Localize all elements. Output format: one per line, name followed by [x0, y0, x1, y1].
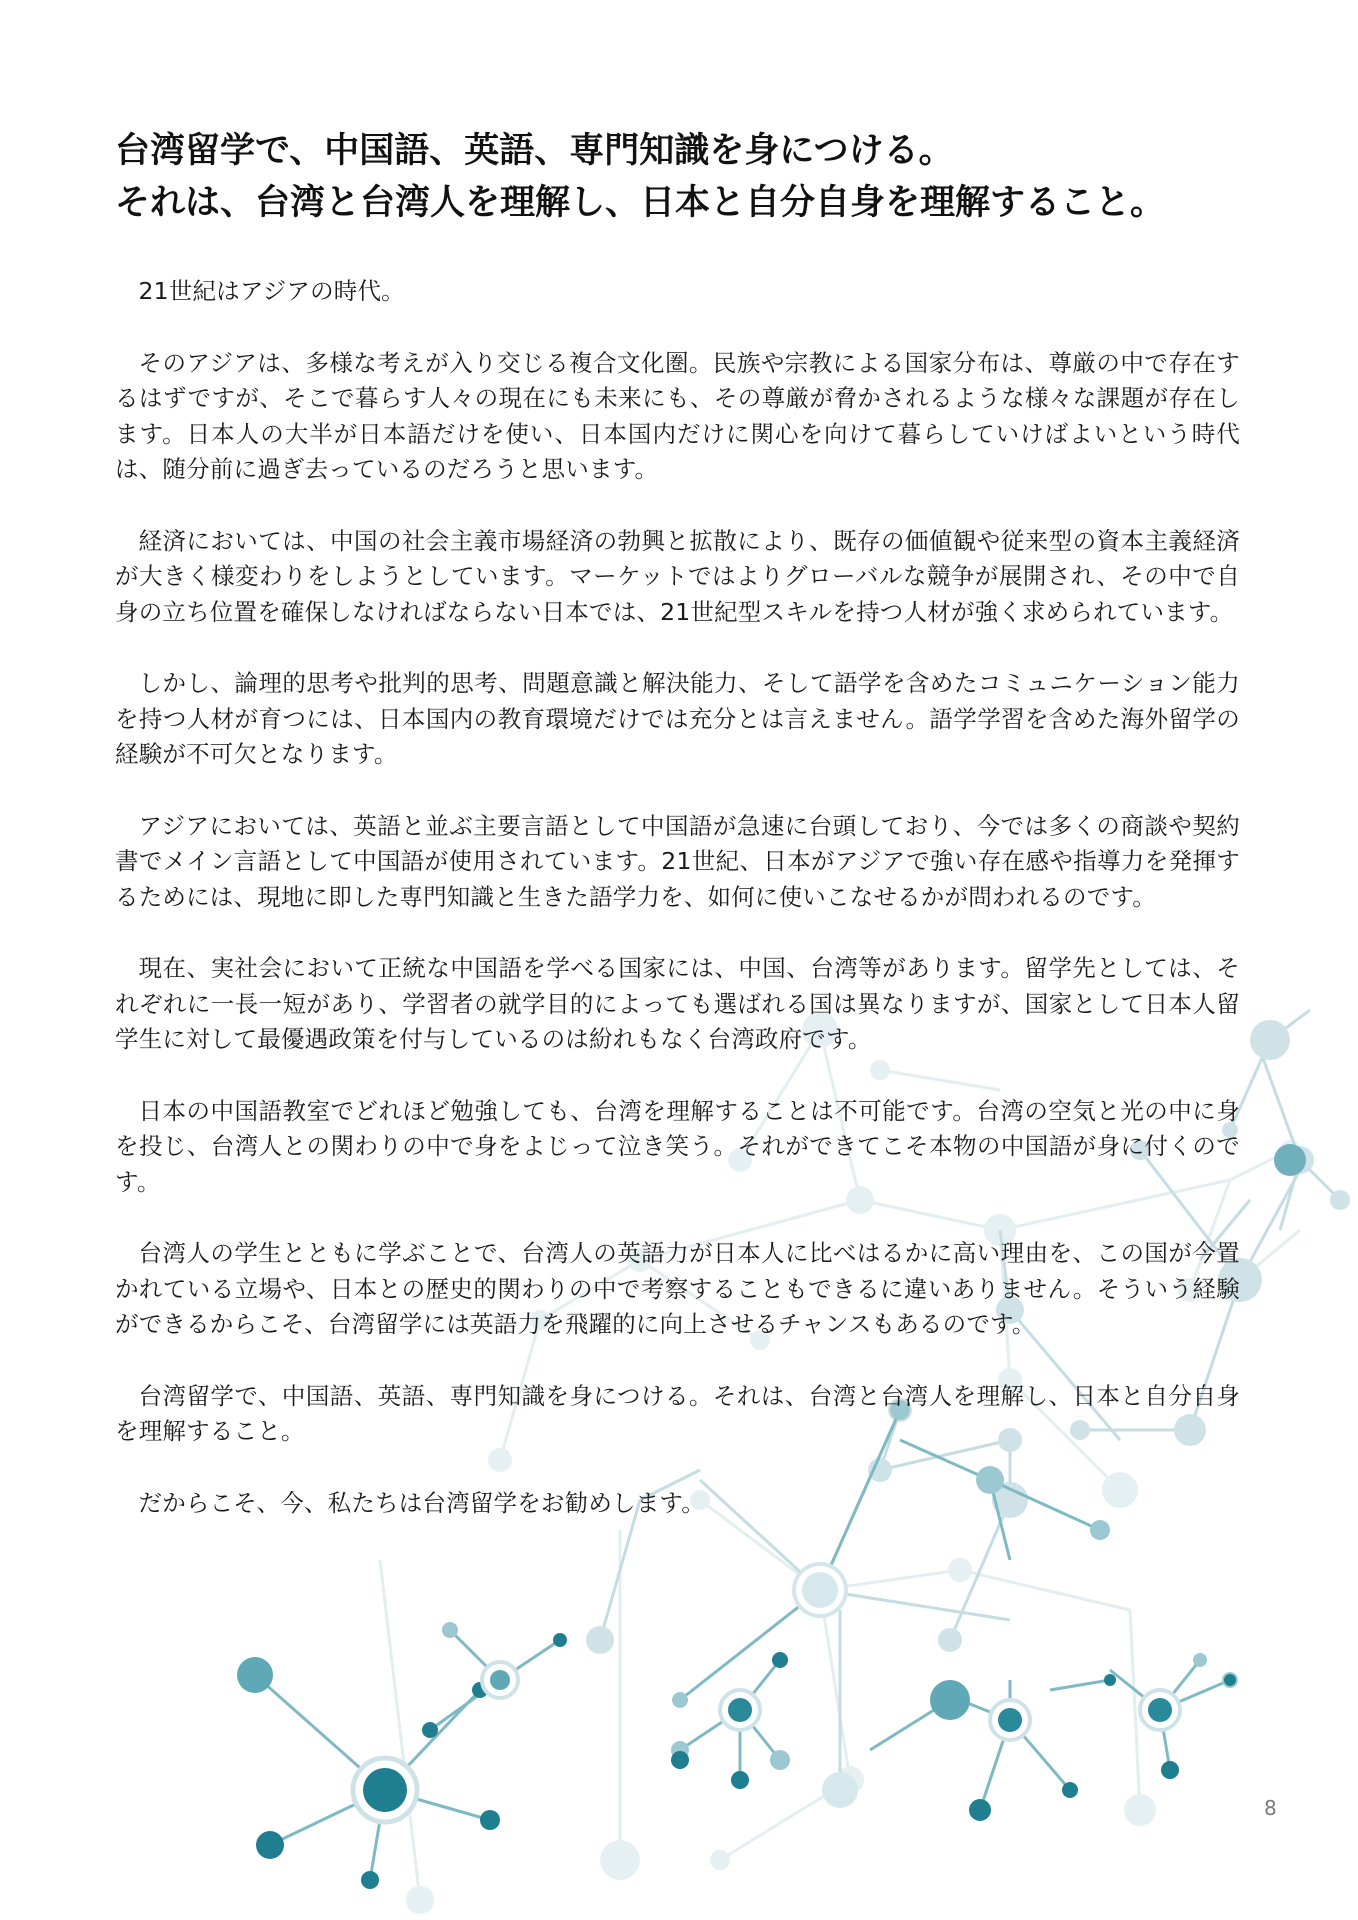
page-number: 8 — [1264, 1796, 1277, 1820]
heading-line-1: 台湾留学で、中国語、英語、専門知識を身につける。 — [115, 131, 954, 171]
paragraph: そのアジアは、多様な考えが入り交じる複合文化圏。民族や宗教による国家分布は、尊厳の中で存在するはずですが、そこで暮らす人々の現在にも未来にも、その尊厳が脅かされるような様々な課題が存在します。日本人の大半が日本語だけを使い、日本国内だけに関心を向けて暮らしていけばよいという時代は、随分前に過ぎ去っているのだろうと思います。 — [115, 348, 1240, 483]
paragraph: アジアにおいては、英語と並ぶ主要言語として中国語が急速に台頭しており、今では多くの商談や契約書でメイン言語として中国語が使用されています。21世紀、日本がアジアで強い存在感や指導力を発揮するためには、現地に即した専門知識と生きた語学力を、如何に使いこなせるかが問われるのです。 — [115, 811, 1240, 911]
paragraph: 21世紀はアジアの時代。 — [138, 277, 405, 305]
paragraph: 台湾人の学生とともに学ぶことで、台湾人の英語力が日本人に比べはるかに高い理由を、この国が今置かれている立場や、日本との歴史的関わりの中で考察することもできるに違いありません。そういう経験ができるからこそ、台湾留学には英語力を飛躍的に向上させるチャンスもあるのです。 — [115, 1239, 1240, 1338]
paragraph: 現在、実社会において正統な中国語を学べる国家には、中国、台湾等があります。留学先としては、それぞれに一長一短があり、学習者の就学目的によっても選ばれる国は異なりますが、国家として日本人留学生に対して最優遇政策を付与しているのは紛れもなく台湾政府です。 — [115, 954, 1240, 1053]
paragraph: 日本の中国語教室でどれほど勉強しても、台湾を理解することは不可能です。台湾の空気と光の中に身を投じ、台湾人との関わりの中で身をよじって泣き笑う。それができてこそ本物の中国語が身に付くのです。 — [115, 1096, 1240, 1196]
paragraph: だからこそ、今、私たちは台湾留学をお勧めします。 — [138, 1488, 705, 1517]
paragraph: 経済においては、中国の社会主義市場経済の勃興と拡散により、既存の価値観や従来型の資本主義経済が大きく様変わりをしようとしています。マーケットではよりグローバルな競争が展開され、その中で自身の立ち位置を確保しなければならない日本では、21世紀型スキルを持つ人材が強く求められています。 — [115, 526, 1240, 626]
heading-line-2: それは、台湾と台湾人を理解し、日本と自分自身を理解すること。 — [115, 183, 1166, 223]
page-heading — [115, 125, 1240, 229]
page-content — [115, 125, 1240, 1557]
body-text — [115, 274, 1240, 1521]
paragraph: 台湾留学で、中国語、英語、専門知識を身につける。それは、台湾と台湾人を理解し、日本と自分自身を理解すること。 — [115, 1381, 1240, 1445]
paragraph: しかし、論理的思考や批判的思考、問題意識と解決能力、そして語学を含めたコミュニケーション能力を持つ人材が育つには、日本国内の教育環境だけでは充分とは言えません。語学学習を含めた海外留学の経験が不可欠となります。 — [115, 669, 1240, 768]
